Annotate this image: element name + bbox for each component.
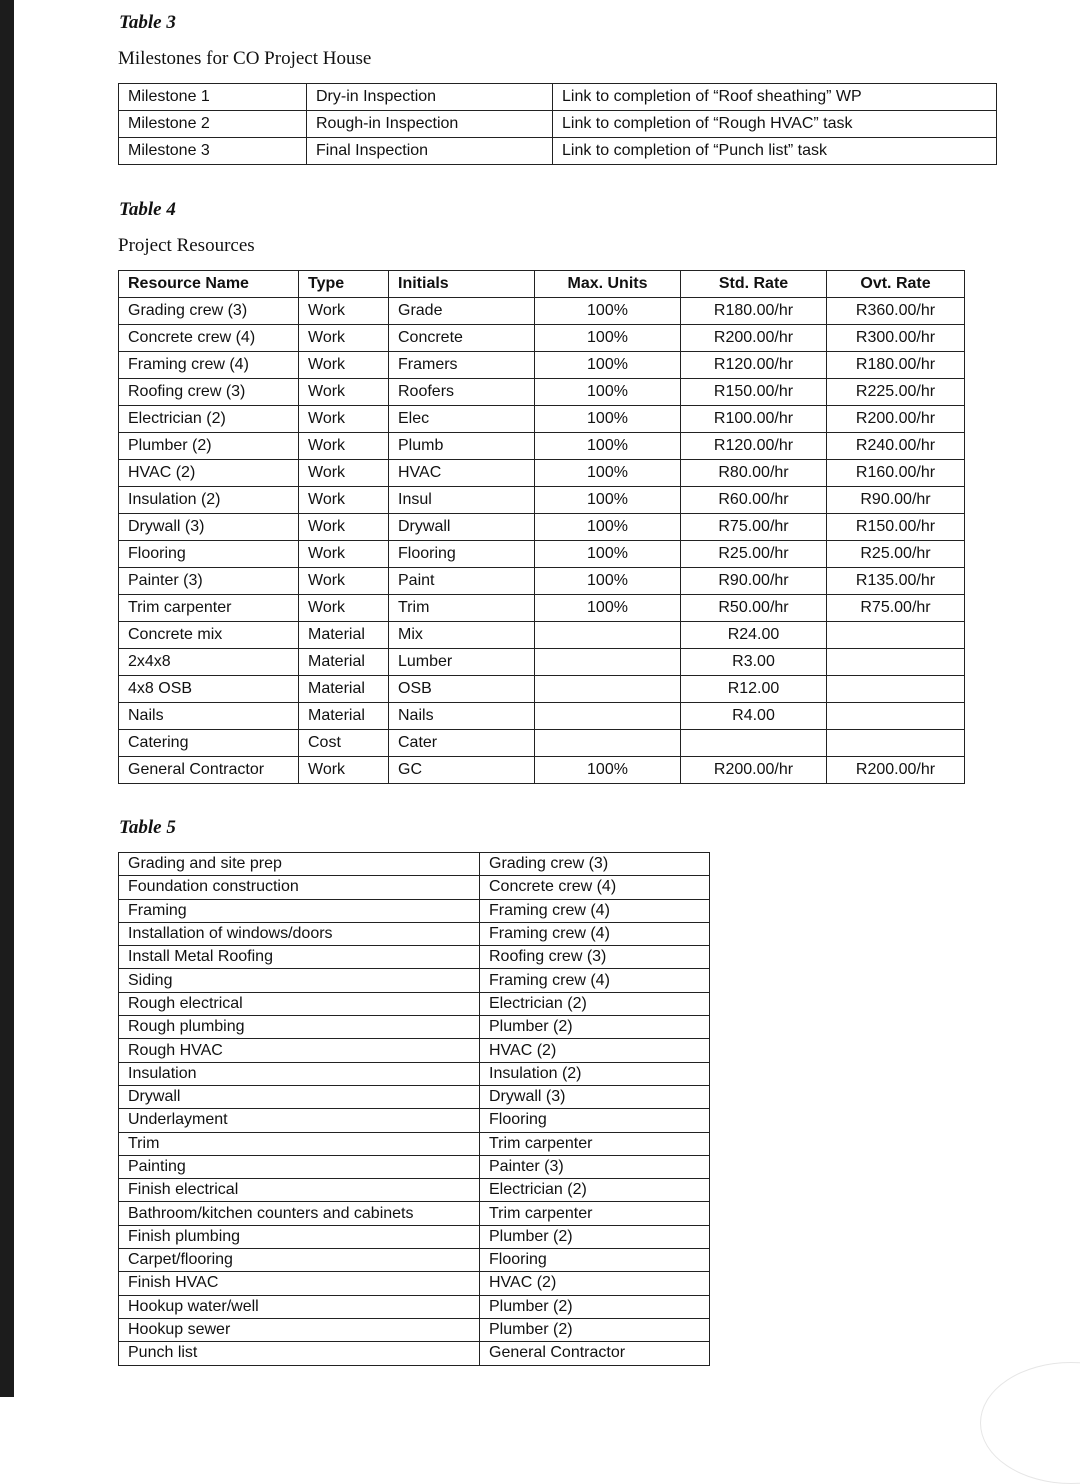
table-cell: Concrete — [389, 325, 535, 352]
task-row — [119, 899, 710, 922]
table-cell — [827, 703, 965, 730]
table-cell: Flooring — [480, 1109, 710, 1132]
table-cell: Framing crew (4) — [480, 922, 710, 945]
table-cell: Plumber (2) — [480, 1318, 710, 1341]
table-cell: Rough electrical — [119, 992, 480, 1015]
table-cell: Carpet/flooring — [119, 1249, 480, 1272]
table-cell: Milestone 3 — [119, 138, 307, 165]
table-cell: R24.00 — [681, 622, 827, 649]
table-cell: HVAC — [389, 460, 535, 487]
table-cell: Drywall — [119, 1085, 480, 1108]
table-cell: Material — [299, 649, 389, 676]
task-row — [119, 1342, 710, 1365]
table-cell: R200.00/hr — [681, 325, 827, 352]
table-cell: Work — [299, 379, 389, 406]
table-cell: Framing crew (4) — [480, 899, 710, 922]
table-cell: Plumber (2) — [480, 1225, 710, 1248]
resource-row — [119, 595, 965, 622]
table-cell — [827, 730, 965, 757]
table-cell: Material — [299, 703, 389, 730]
task-row — [119, 1016, 710, 1039]
table-cell: Plumb — [389, 433, 535, 460]
milestone-row — [119, 84, 997, 111]
table-cell: Roofing crew (3) — [119, 379, 299, 406]
table-cell: Finish electrical — [119, 1179, 480, 1202]
task-row — [119, 853, 710, 876]
table-cell — [535, 622, 681, 649]
table-cell — [827, 676, 965, 703]
task-row — [119, 1249, 710, 1272]
resource-row — [119, 379, 965, 406]
table-cell: Finish HVAC — [119, 1272, 480, 1295]
table-cell: R90.00/hr — [827, 487, 965, 514]
task-row — [119, 1272, 710, 1295]
table-cell: Concrete mix — [119, 622, 299, 649]
task-row — [119, 1085, 710, 1108]
table-cell: 100% — [535, 325, 681, 352]
resource-row — [119, 487, 965, 514]
table-cell: Lumber — [389, 649, 535, 676]
table-cell: Concrete crew (4) — [480, 876, 710, 899]
table-cell: Rough-in Inspection — [307, 111, 553, 138]
table-cell: HVAC (2) — [480, 1039, 710, 1062]
table-cell: Roofers — [389, 379, 535, 406]
header-std-rate: Std. Rate — [681, 271, 827, 298]
table-cell: Plumber (2) — [480, 1295, 710, 1318]
table-cell: OSB — [389, 676, 535, 703]
table-cell: Work — [299, 595, 389, 622]
table-cell — [827, 622, 965, 649]
table-cell: 100% — [535, 406, 681, 433]
table-cell: 100% — [535, 595, 681, 622]
table-cell: Electrician (2) — [480, 1179, 710, 1202]
table-cell: Work — [299, 325, 389, 352]
task-row — [119, 1295, 710, 1318]
table3-heading: Table 3 — [119, 12, 176, 33]
table-cell: 2x4x8 — [119, 649, 299, 676]
table-cell: Cost — [299, 730, 389, 757]
table-cell: Work — [299, 460, 389, 487]
table-cell: HVAC (2) — [119, 460, 299, 487]
table-cell: Plumber (2) — [119, 433, 299, 460]
table-cell: Mix — [389, 622, 535, 649]
table-cell: Foundation construction — [119, 876, 480, 899]
table-cell: Electrician (2) — [119, 406, 299, 433]
table-cell: Material — [299, 676, 389, 703]
table3-title: Milestones for CO Project House — [118, 48, 372, 69]
table-cell: Plumber (2) — [480, 1016, 710, 1039]
table-cell: R120.00/hr — [681, 352, 827, 379]
table-cell: Flooring — [119, 541, 299, 568]
table-cell: R225.00/hr — [827, 379, 965, 406]
table-cell: 100% — [535, 298, 681, 325]
table-cell: Nails — [119, 703, 299, 730]
table-cell: General Contractor — [119, 757, 299, 784]
milestone-row — [119, 111, 997, 138]
table-cell: 4x8 OSB — [119, 676, 299, 703]
table-cell: R25.00/hr — [681, 541, 827, 568]
table-cell: R120.00/hr — [681, 433, 827, 460]
table-cell: R60.00/hr — [681, 487, 827, 514]
table-cell: Work — [299, 514, 389, 541]
table-cell: R300.00/hr — [827, 325, 965, 352]
table-cell: R75.00/hr — [827, 595, 965, 622]
table-cell: Painting — [119, 1155, 480, 1178]
table-cell: Milestone 2 — [119, 111, 307, 138]
table-cell: R100.00/hr — [681, 406, 827, 433]
resource-row — [119, 514, 965, 541]
header-max-units: Max. Units — [535, 271, 681, 298]
table-cell: Trim carpenter — [119, 595, 299, 622]
table-cell: Drywall (3) — [480, 1085, 710, 1108]
table-cell: Paint — [389, 568, 535, 595]
table-cell: Trim — [119, 1132, 480, 1155]
table-cell: R240.00/hr — [827, 433, 965, 460]
header-ovt-rate: Ovt. Rate — [827, 271, 965, 298]
resource-row — [119, 325, 965, 352]
table-cell: Work — [299, 433, 389, 460]
table-cell: Hookup sewer — [119, 1318, 480, 1341]
task-assignment-table — [118, 852, 710, 1366]
table-cell: 100% — [535, 568, 681, 595]
resource-row — [119, 649, 965, 676]
table-cell: Trim — [389, 595, 535, 622]
table-cell — [827, 649, 965, 676]
table-cell: Underlayment — [119, 1109, 480, 1132]
header-initials: Initials — [389, 271, 535, 298]
table-cell: GC — [389, 757, 535, 784]
table-cell: Dry-in Inspection — [307, 84, 553, 111]
table-cell: 100% — [535, 460, 681, 487]
table-cell: Elec — [389, 406, 535, 433]
table-cell: Trim carpenter — [480, 1132, 710, 1155]
task-row — [119, 1109, 710, 1132]
resource-row — [119, 568, 965, 595]
table-cell: Insulation (2) — [119, 487, 299, 514]
table-cell: Link to completion of “Punch list” task — [553, 138, 997, 165]
table-cell: Grading and site prep — [119, 853, 480, 876]
table-cell — [535, 676, 681, 703]
table-cell: Framers — [389, 352, 535, 379]
table-cell: R25.00/hr — [827, 541, 965, 568]
table-cell: Flooring — [389, 541, 535, 568]
table-cell: R200.00/hr — [827, 757, 965, 784]
table-cell: R50.00/hr — [681, 595, 827, 622]
table-cell — [681, 730, 827, 757]
table-cell: Finish plumbing — [119, 1225, 480, 1248]
table-cell: Drywall — [389, 514, 535, 541]
table-cell: Punch list — [119, 1342, 480, 1365]
table-cell: Insulation (2) — [480, 1062, 710, 1085]
table-cell: Trim carpenter — [480, 1202, 710, 1225]
table-cell: Final Inspection — [307, 138, 553, 165]
task-row — [119, 922, 710, 945]
table-cell: Link to completion of “Roof sheathing” WP — [553, 84, 997, 111]
resources-header-row — [119, 271, 965, 298]
table-cell: Catering — [119, 730, 299, 757]
task-row — [119, 1132, 710, 1155]
table-cell: Work — [299, 487, 389, 514]
table-cell: Rough plumbing — [119, 1016, 480, 1039]
table-cell: Link to completion of “Rough HVAC” task — [553, 111, 997, 138]
table-cell: R150.00/hr — [681, 379, 827, 406]
task-row — [119, 1179, 710, 1202]
table-cell: Grading crew (3) — [480, 853, 710, 876]
table-cell: R135.00/hr — [827, 568, 965, 595]
resource-row — [119, 541, 965, 568]
page-edge-shadow — [0, 0, 14, 1397]
table-cell: Insulation — [119, 1062, 480, 1085]
table-cell: Work — [299, 406, 389, 433]
table-cell: Milestone 1 — [119, 84, 307, 111]
table-cell: 100% — [535, 433, 681, 460]
table-cell: Install Metal Roofing — [119, 946, 480, 969]
table-cell: R80.00/hr — [681, 460, 827, 487]
table-cell: Drywall (3) — [119, 514, 299, 541]
milestone-row — [119, 138, 997, 165]
table-cell: R150.00/hr — [827, 514, 965, 541]
resources-table — [118, 270, 965, 784]
table-cell: Nails — [389, 703, 535, 730]
table-cell — [535, 730, 681, 757]
resource-row — [119, 676, 965, 703]
task-row — [119, 1318, 710, 1341]
table-cell: Work — [299, 298, 389, 325]
table-cell: 100% — [535, 514, 681, 541]
table-cell: Roofing crew (3) — [480, 946, 710, 969]
table-cell: Framing crew (4) — [119, 352, 299, 379]
task-row — [119, 1225, 710, 1248]
table5-heading: Table 5 — [119, 817, 176, 838]
table-cell: R12.00 — [681, 676, 827, 703]
table-cell: R3.00 — [681, 649, 827, 676]
table-cell: Work — [299, 541, 389, 568]
table-cell: 100% — [535, 352, 681, 379]
table-cell: HVAC (2) — [480, 1272, 710, 1295]
task-row — [119, 992, 710, 1015]
table-cell: Work — [299, 352, 389, 379]
table-cell: R4.00 — [681, 703, 827, 730]
table-cell: R360.00/hr — [827, 298, 965, 325]
table-cell: Insul — [389, 487, 535, 514]
header-resource-name: Resource Name — [119, 271, 299, 298]
resource-row — [119, 298, 965, 325]
table4-title: Project Resources — [118, 235, 255, 256]
resource-row — [119, 730, 965, 757]
table-cell: General Contractor — [480, 1342, 710, 1365]
table-cell: 100% — [535, 757, 681, 784]
table-cell: Cater — [389, 730, 535, 757]
table-cell: Grade — [389, 298, 535, 325]
resource-row — [119, 352, 965, 379]
table-cell — [535, 649, 681, 676]
table-cell: Bathroom/kitchen counters and cabinets — [119, 1202, 480, 1225]
table-cell: Material — [299, 622, 389, 649]
resource-row — [119, 703, 965, 730]
table-cell: R180.00/hr — [681, 298, 827, 325]
table-cell — [535, 703, 681, 730]
table-cell: R75.00/hr — [681, 514, 827, 541]
table-cell: Painter (3) — [119, 568, 299, 595]
table-cell: Grading crew (3) — [119, 298, 299, 325]
resource-row — [119, 433, 965, 460]
resource-row — [119, 757, 965, 784]
table-cell: Hookup water/well — [119, 1295, 480, 1318]
resource-row — [119, 460, 965, 487]
table-cell: R160.00/hr — [827, 460, 965, 487]
table-cell: R200.00/hr — [681, 757, 827, 784]
table-cell: Electrician (2) — [480, 992, 710, 1015]
table-cell: Siding — [119, 969, 480, 992]
task-row — [119, 1202, 710, 1225]
resource-row — [119, 406, 965, 433]
task-row — [119, 1039, 710, 1062]
milestones-table — [118, 83, 997, 165]
table-cell: R90.00/hr — [681, 568, 827, 595]
table-cell: Work — [299, 757, 389, 784]
table-cell: Rough HVAC — [119, 1039, 480, 1062]
table-cell: Painter (3) — [480, 1155, 710, 1178]
table-cell: R180.00/hr — [827, 352, 965, 379]
resource-row — [119, 622, 965, 649]
table-cell: Installation of windows/doors — [119, 922, 480, 945]
header-type: Type — [299, 271, 389, 298]
task-row — [119, 1062, 710, 1085]
task-row — [119, 876, 710, 899]
table-cell: Framing — [119, 899, 480, 922]
table-cell: Flooring — [480, 1249, 710, 1272]
task-row — [119, 946, 710, 969]
table-cell: Work — [299, 568, 389, 595]
corner-decoration — [980, 1362, 1080, 1484]
table-cell: Concrete crew (4) — [119, 325, 299, 352]
table4-heading: Table 4 — [119, 199, 176, 220]
task-row — [119, 969, 710, 992]
table-cell: 100% — [535, 379, 681, 406]
table-cell: 100% — [535, 487, 681, 514]
table-cell: R200.00/hr — [827, 406, 965, 433]
task-row — [119, 1155, 710, 1178]
table-cell: Framing crew (4) — [480, 969, 710, 992]
table-cell: 100% — [535, 541, 681, 568]
